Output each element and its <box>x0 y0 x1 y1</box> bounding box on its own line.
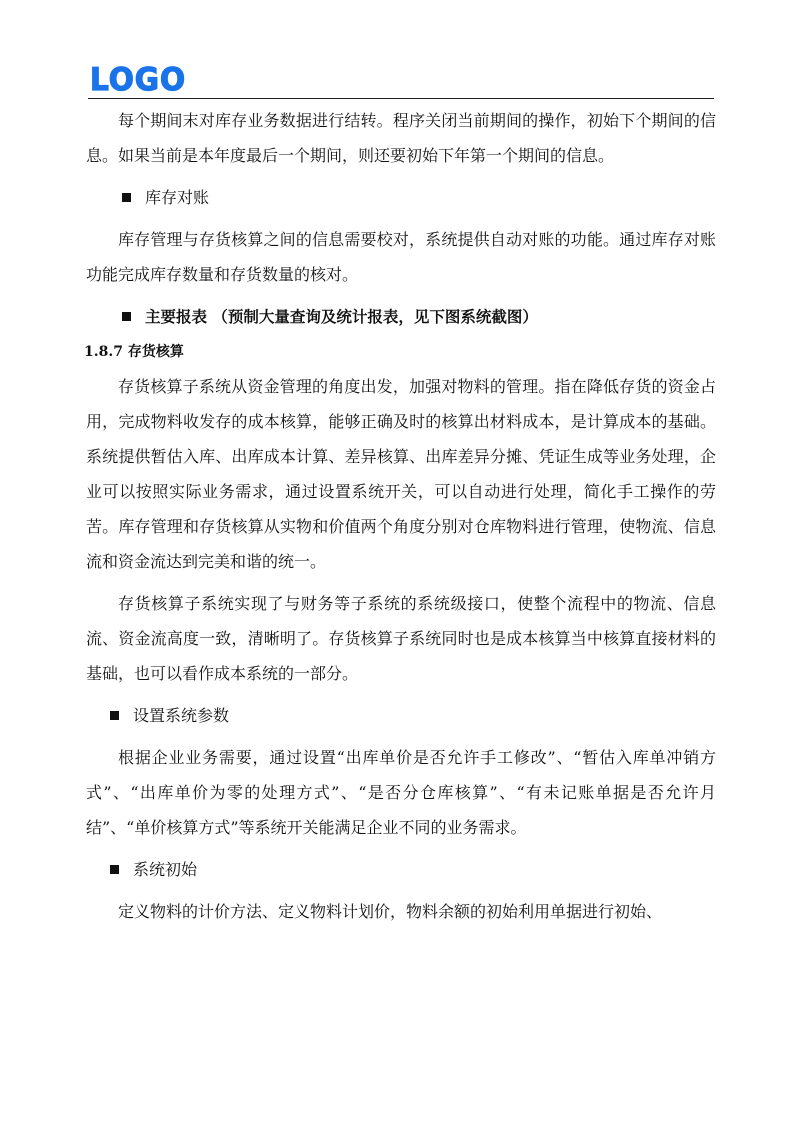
paragraph-inventory-accounting: 存货核算子系统从资金管理的角度出发，加强对物料的管理。指在降低存货的资金占用，完成物料收发存的成本核算，能够正确及时的核算出材料成本，是计算成本的基础。系统提供暂估入库、出库成本计算、差异核算、出库差异分摊、凭证生成等业务处理，企业可以按照实际业务需求，通过设置系统开关，可以自动进行处理，简化手工操作的劳苦。库存管理和存货核算从实物和价值两个角度分别对仓库物料进行管理，使物流、信息流和资金流达到完美和谐的统一。 <box>86 377 716 571</box>
bullet-text: 库存对账 <box>145 188 210 207</box>
paragraph-period-carryover: 每个期间末对库存业务数据进行结转。程序关闭当前期间的操作，初始下个期间的信息。如果当前是本年度最后一个期间，则还要初始下年第一个期间的信息。 <box>86 111 716 165</box>
paragraph-init: 定义物料的计价方法、定义物料计划价，物料余额的初始利用单据进行初始、 <box>118 902 663 921</box>
bullet-text: 主要报表 （预制大量查询及统计报表，见下图系统截图） <box>145 307 538 326</box>
bullet-main-reports <box>86 299 716 334</box>
bullet-system-init <box>86 852 716 887</box>
header-rule <box>88 98 714 99</box>
bullet-text: 设置系统参数 <box>133 706 230 725</box>
section-heading: 1.8.7 存货核算 <box>84 344 184 360</box>
bullet-system-parameters <box>86 698 716 733</box>
paragraph-system-interface: 存货核算子系统实现了与财务等子系统的系统级接口，使整个流程中的物流、信息流、资金流高度一致，清晰明了。存货核算子系统同时也是成本核算当中核算直接材料的基础，也可以看作成本系统的一部分。 <box>86 594 716 683</box>
square-bullet-icon <box>122 193 131 202</box>
bullet-text: 系统初始 <box>133 860 198 879</box>
page-header <box>88 62 714 102</box>
paragraph-parameters: 根据企业业务需要，通过设置“出库单价是否允许手工修改”、“暂估入库单冲销方式”、“出库单价为零的处理方式”、“是否分仓库核算”、“有未记账单据是否允许月结”、“单价核算方式”等系统开关能满足企业不同的业务需求。 <box>86 748 716 837</box>
bullet-inventory-reconciliation <box>86 180 716 215</box>
logo <box>90 64 190 94</box>
square-bullet-icon <box>110 865 119 874</box>
paragraph-reconciliation: 库存管理与存货核算之间的信息需要校对，系统提供自动对账的功能。通过库存对账功能完成库存数量和存货数量的核对。 <box>86 230 716 284</box>
square-bullet-icon <box>110 711 119 720</box>
square-bullet-icon <box>122 312 131 321</box>
logo-text: LOGO <box>90 64 186 94</box>
document-body <box>86 103 716 936</box>
